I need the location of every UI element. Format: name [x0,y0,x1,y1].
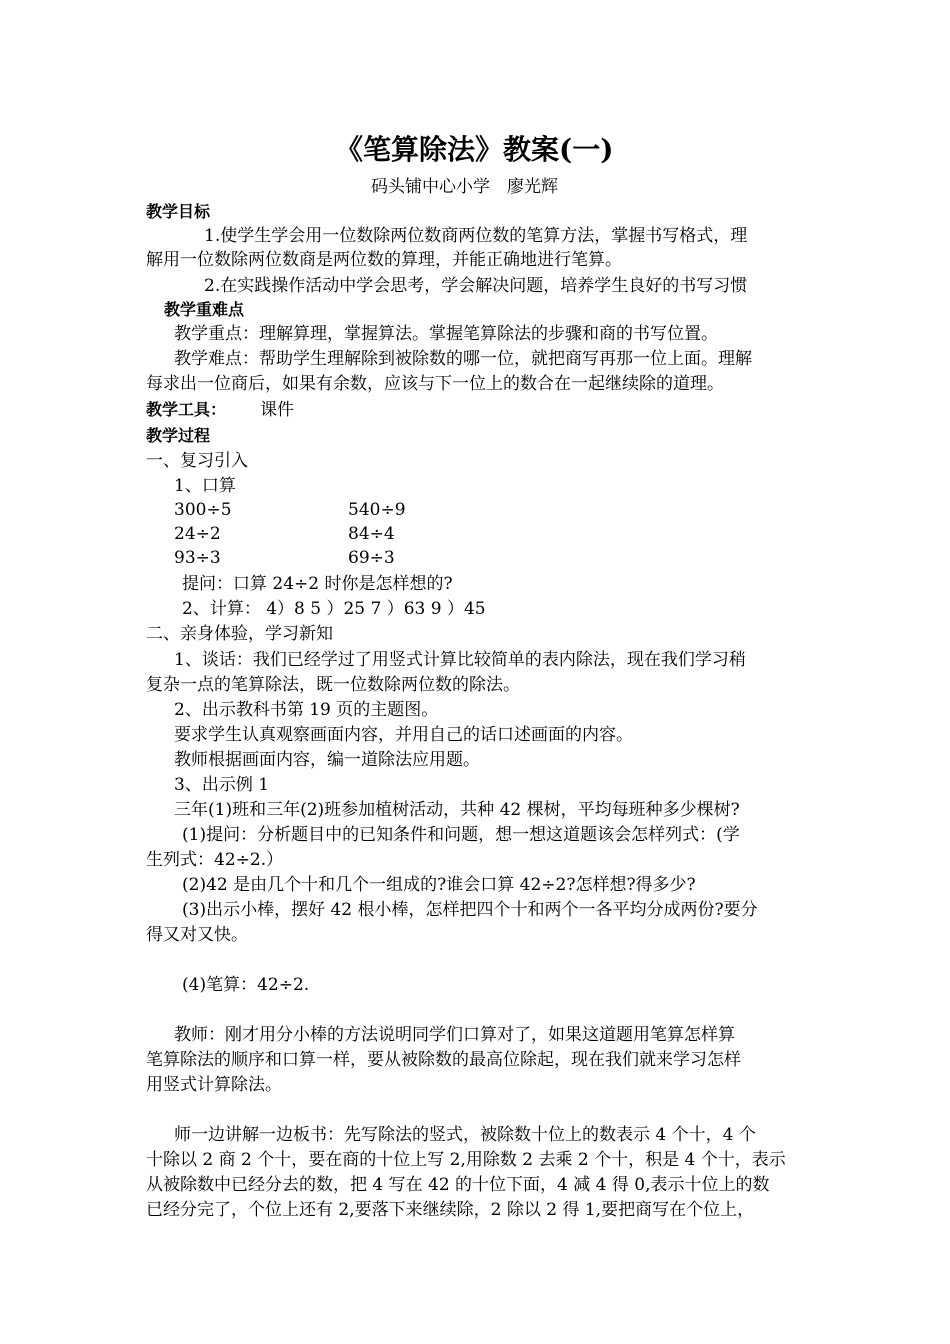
goals-heading: 教学目标 [146,202,211,221]
teacher-line-3: 用竖式计算除法。 [146,1075,282,1095]
board-line-4: 已经分完了，个位上还有 2,要落下来继续除，2 除以 2 得 1,要把商写在个位上， [146,1200,755,1220]
q4-line: (4)笔算：42÷2. [182,975,310,995]
problem-text: 三年(1)班和三年(2)班参加植树活动，共种 42 棵树，平均每班种多少棵树? [174,800,740,820]
focus-text: 教学重点：理解算理，掌握算法。掌握笔算除法的步骤和商的书写位置。 [174,324,718,344]
exercise-left: 93÷3 [174,548,221,568]
part-2-heading: 二、亲身体验，学习新知 [146,624,333,644]
oral-heading: 1、口算 [174,476,236,496]
question-text: 提问：口算 24÷2 时你是怎样想的? [182,574,453,594]
tools-value: 课件 [260,400,294,420]
q1-line-1: (1)提问：分析题目中的已知条件和问题，想一想这道题该会怎样列式：(学 [182,825,740,845]
process-heading: 教学过程 [146,426,211,445]
exercise-right: 84÷4 [348,524,395,544]
goal-item-1-line-1: 1.使学生学会用一位数除两位数商两位数的笔算方法，掌握书写格式，理 [204,226,748,246]
author-line: 码头铺中心小学 廖光辉 [371,177,558,197]
exercise-left: 300÷5 [174,500,232,520]
q2-line: (2)42 是由几个十和几个一组成的?谁会口算 42÷2?怎样想?得多少? [182,875,696,895]
observe-line: 要求学生认真观察画面内容，并用自己的话口述画面的内容。 [174,725,633,745]
exercise-right: 540÷9 [348,500,406,520]
board-line-2: 十除以 2 商 2 个十，要在商的十位上写 2,用除数 2 去乘 2 个十，积是 4 个十，表示 [146,1150,786,1170]
calc-line: 2、计算： 4）8 5 ）25 7 ）63 9 ）45 [182,599,486,619]
q3-line-1: (3)出示小棒，摆好 42 根小棒，怎样把四个十和两个一各平均分成两份?要分 [182,900,758,920]
exercise-right: 69÷3 [348,548,395,568]
teacher-write-line: 教师根据画面内容，编一道除法应用题。 [174,750,480,770]
document-title: 《笔算除法》教案(一) [335,133,614,166]
goal-item-1-line-2: 解用一位数除两位数商是两位数的算理，并能正确地进行笔算。 [146,250,622,270]
difficulty-line-2: 每求出一位商后，如果有余数，应该与下一位上的数合在一起继续除的道理。 [146,374,724,394]
q3-line-2: 得又对又快。 [146,925,248,945]
talk-line-2: 复杂一点的笔算除法，既一位数除两位数的除法。 [146,675,520,695]
board-line-3: 从被除数中已经分去的数，把 4 写在 42 的十位下面，4 减 4 得 0,表示十位上的数 [146,1175,770,1195]
q1-line-2: 生列式：42÷2.） [146,850,284,870]
board-line-1: 师一边讲解一边板书：先写除法的竖式，被除数十位上的数表示 4 个十，4 个 [174,1125,756,1145]
exercise-left: 24÷2 [174,524,221,544]
teacher-line-1: 教师：刚才用分小棒的方法说明同学们口算对了，如果这道题用笔算怎样算 [174,1025,735,1045]
show-book-line: 2、出示教科书第 19 页的主题图。 [174,700,439,720]
part-1-heading: 一、复习引入 [146,451,248,471]
tools-heading: 教学工具： [146,400,227,419]
keypoints-heading: 教学重难点 [164,300,245,319]
example-heading: 3、出示例 1 [174,775,270,795]
teacher-line-2: 笔算除法的顺序和口算一样，要从被除数的最高位除起，现在我们就来学习怎样 [146,1050,741,1070]
goal-item-2: 2.在实践操作活动中学会思考，学会解决问题，培养学生良好的书写习惯 [204,276,748,296]
talk-line-1: 1、谈话：我们已经学过了用竖式计算比较简单的表内除法，现在我们学习稍 [174,650,746,670]
difficulty-line-1: 教学难点：帮助学生理解除到被除数的哪一位，就把商写再那一位上面。理解 [174,349,752,369]
